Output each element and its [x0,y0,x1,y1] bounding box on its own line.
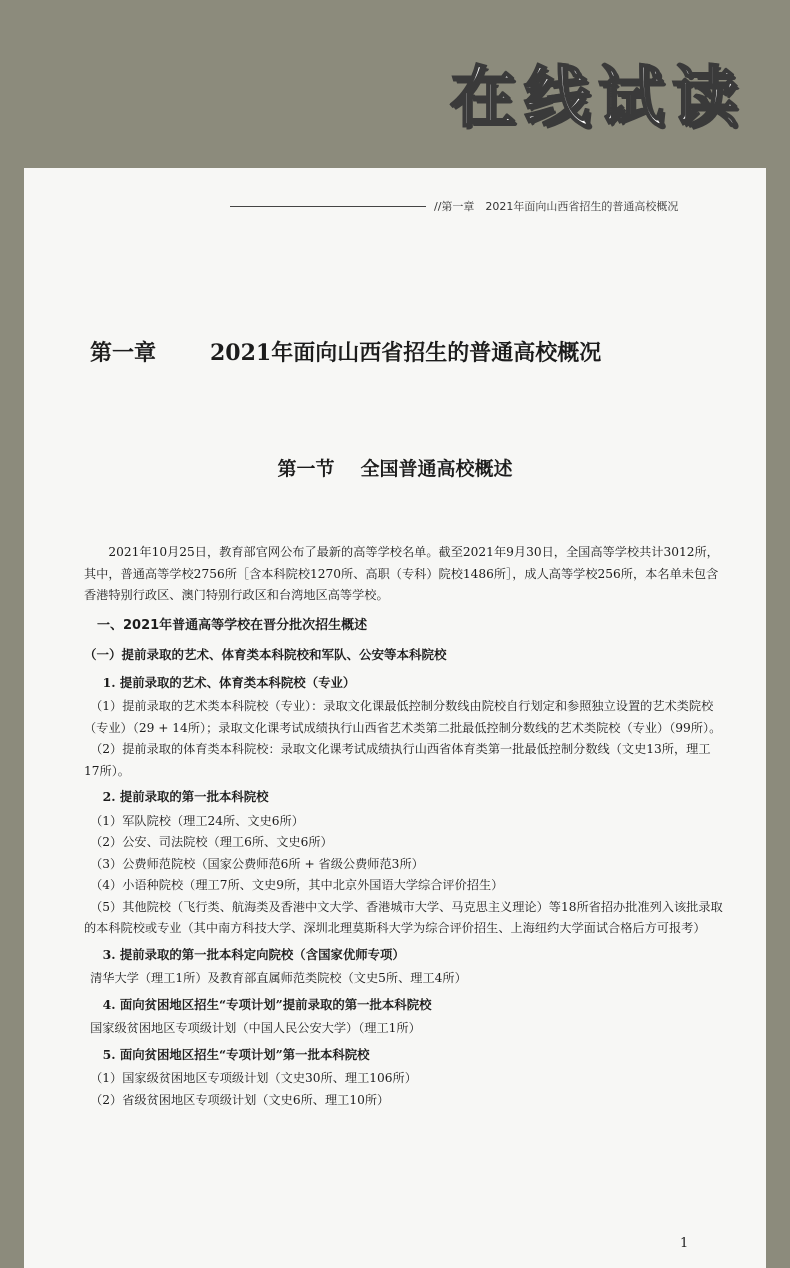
subheading-4: 4. 面向贫困地区招生“专项计划”提前录取的第一批本科院校 [102,996,432,1012]
body-text [84,542,724,1111]
running-head-rule [230,206,426,207]
banner [0,0,790,168]
paragraph-sports: （2）提前录取的体育类本科院校：录取文化课考试成绩执行山西省体育类第一批最低控制分数线（文史13所，理工17所）。 [84,742,711,778]
paragraph-art: （1）提前录取的艺术类本科院校（专业）：录取文化课最低控制分数线由院校自行划定和参照独立设置的艺术类院校（专业）（29 + 14所）；录取文化课考试成绩执行山西省艺术类第二批最低控制分数线的艺术类院校（专业）（99所）。 [84,699,722,735]
list-item: （5）其他院校（飞行类、航海类及香港中文大学、香港城市大学、马克思主义理论）等18所省招办批准列入该批录取的本科院校或专业（其中南方科技大学、深圳北理莫斯科大学为综合评价招生、上海纽约大学面试合格后方可报考） [84,899,723,935]
subheading-5: 5. 面向贫困地区招生“专项计划”第一批本科院校 [102,1046,370,1062]
section-heading: 全国普通高校概述 [360,458,513,480]
section-title [24,454,766,481]
list-item: （1）军队院校（理工24所、文史6所） [90,813,304,828]
subheading-3: 3. 提前录取的第一批本科定向院校（含国家优师专项） [102,946,405,962]
list-item: （2）公安、司法院校（理工6所、文史6所） [90,835,333,849]
subheading-2: 2. 提前录取的第一批本科院校 [102,789,269,804]
chapter-heading: 2021年面向山西省招生的普通高校概况 [210,340,602,366]
book-page [24,168,766,1268]
page-number: 1 [680,1236,689,1251]
intro-paragraph: 2021年10月25日，教育部官网公布了最新的高等学校名单。截至2021年9月30日，全国高等学校共计3012所，其中，普通高等学校2756所［含本科院校1270所、高职（专科）院校1486所］，成人高等学校256所，本名单未包含香港特别行政区、澳门特别行政区和台湾地区高等学校。 [84,545,719,602]
list-item: （1）国家级贫困地区专项级计划（文史30所、理工106所） [90,1071,417,1085]
heading-level2: （一）提前录取的艺术、体育类本科院校和军队、公安等本科院校 [84,647,447,662]
list-item: （2）省级贫困地区专项级计划（文史6所、理工10所） [90,1092,390,1107]
subheading-1: 1. 提前录取的艺术、体育类本科院校（专业） [102,674,356,690]
running-head-text: //第一章 2021年面向山西省招生的普通高校概况 [434,200,679,213]
list-item: （4）小语种院校（理工7所、文史9所，其中北京外国语大学综合评价招生） [90,878,504,892]
chapter-number: 第一章 [90,340,157,366]
list-item: （3）公费师范院校（国家公费师范6所 + 省级公费师范3所） [90,856,424,871]
banner-title: 在线试读 [450,59,746,136]
section-number: 第一节 [277,458,335,480]
heading-level1: 一、2021年普通高等学校在晋分批次招生概述 [97,617,368,633]
paragraph-special-plan: 国家级贫困地区专项级计划（中国人民公安大学）（理工1所） [90,1021,421,1035]
running-head [230,198,730,214]
paragraph-directed: 清华大学（理工1所）及教育部直属师范类院校（文史5所、理工4所） [90,971,467,985]
chapter-title [90,336,730,367]
